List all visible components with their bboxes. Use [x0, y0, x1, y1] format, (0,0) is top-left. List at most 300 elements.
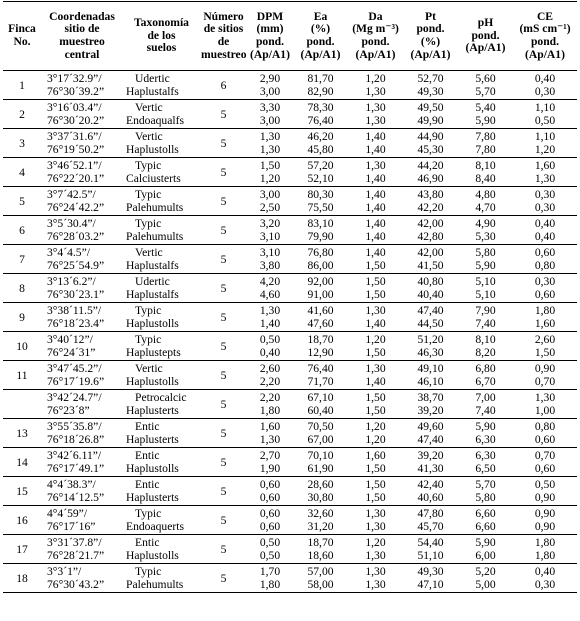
ce-value: 1,20	[534, 143, 556, 156]
taxonomy-great-group: Haplusterts	[126, 433, 179, 446]
pt-value: 46,90	[417, 172, 444, 185]
taxonomy-great-group: Haplustolls	[126, 549, 179, 562]
finca-number: 15	[16, 485, 28, 498]
ce-value: 0,40	[534, 565, 556, 578]
sites-count: 5	[220, 427, 227, 440]
taxonomy-great-group: Haplustalfs	[126, 85, 179, 98]
latitude-cell: 3°47´45.2”/	[47, 362, 102, 375]
table-row	[3, 100, 577, 115]
pt-value: 42,80	[417, 230, 444, 243]
finca-number: 4	[19, 166, 25, 179]
ce-value: 0,60	[534, 462, 556, 475]
dpm-value: 0,40	[259, 346, 281, 359]
table-row	[3, 303, 577, 318]
pt-value: 44,50	[417, 317, 444, 330]
coordinates-header: Coordenadas sitio de muestreo central	[49, 9, 115, 61]
table-row	[3, 201, 577, 216]
da-value: 1,20	[365, 72, 386, 85]
ph-value: 5,80	[475, 491, 496, 504]
dpm-value: 0,60	[259, 478, 281, 491]
dpm-value: 3,10	[259, 230, 281, 243]
ea-value: 71,70	[307, 375, 334, 388]
ph-value: 7,40	[475, 404, 496, 417]
pt-value: 52,70	[417, 72, 444, 85]
sites-count-header: Número de sitios de muestreo	[201, 9, 247, 61]
taxonomy-great-group: Haplustolls	[126, 143, 179, 156]
ea-value: 45,80	[307, 143, 334, 156]
latitude-cell: 3°55´35.8”/	[47, 420, 102, 433]
pt-header: Pt pond. (%) (Ap/A1)	[410, 9, 451, 61]
pt-value: 39,20	[417, 404, 444, 417]
table-row	[3, 158, 577, 173]
ph-value: 5,30	[475, 230, 496, 243]
da-value: 1,30	[365, 578, 386, 591]
sites-count: 5	[220, 137, 227, 150]
finca-number: 6	[19, 224, 25, 237]
table-row	[3, 448, 577, 463]
dpm-value: 3,00	[259, 188, 281, 201]
ea-value: 60,40	[307, 404, 334, 417]
latitude-cell: 3°5´30.4”/	[47, 217, 96, 230]
pt-value: 47,10	[417, 578, 444, 591]
finca-number: 2	[19, 108, 25, 121]
da-value: 1,20	[365, 420, 386, 433]
sites-count: 5	[220, 108, 227, 121]
dpm-value: 2,90	[259, 72, 281, 85]
taxonomy-qualifier: Entic	[135, 449, 160, 462]
ce-value: 0,30	[534, 275, 556, 288]
taxonomy-qualifier: Typic	[135, 159, 162, 172]
pt-value: 44,20	[417, 159, 444, 172]
taxonomy-qualifier: Entic	[135, 478, 160, 491]
longitude-cell: 76°28´21.7”	[47, 549, 105, 562]
da-value: 1,50	[365, 391, 386, 404]
ph-value: 5,90	[475, 420, 496, 433]
ea-value: 78,30	[307, 101, 334, 114]
ea-value: 91,00	[307, 288, 334, 301]
longitude-cell: 76°30´23.1”	[47, 288, 105, 301]
ea-value: 46,20	[307, 130, 334, 143]
ph-value: 7,80	[475, 130, 496, 143]
ph-value: 7,00	[475, 391, 496, 404]
dpm-value: 4,20	[259, 275, 281, 288]
pt-value: 40,60	[417, 491, 444, 504]
taxonomy-great-group: Haplusterts	[126, 404, 179, 417]
pt-value: 49,10	[417, 362, 444, 375]
dpm-value: 0,50	[259, 333, 281, 346]
ea-value: 28,60	[307, 478, 334, 491]
dpm-value: 2,70	[259, 449, 281, 462]
table-row	[3, 274, 577, 289]
table-row	[3, 578, 577, 593]
dpm-value: 0,50	[259, 536, 281, 549]
da-value: 1,40	[365, 317, 386, 330]
da-value: 1,30	[365, 101, 386, 114]
sites-count: 5	[220, 166, 227, 179]
dpm-value: 1,40	[259, 317, 281, 330]
latitude-cell: 4°4´59”/	[47, 507, 88, 520]
sites-count: 5	[220, 195, 227, 208]
table-row	[3, 491, 577, 506]
sites-count: 5	[220, 543, 227, 556]
da-value: 1,50	[365, 259, 386, 272]
da-value: 1,50	[365, 275, 386, 288]
longitude-cell: 76°19´50.2”	[47, 143, 105, 156]
taxonomy-great-group: Haplusterts	[126, 491, 179, 504]
taxonomy-qualifier: Typic	[135, 507, 162, 520]
ea-value: 81,70	[307, 72, 334, 85]
taxonomy-great-group: Calciusterts	[126, 172, 181, 185]
dpm-value: 1,90	[259, 462, 281, 475]
ea-value: 57,20	[307, 159, 334, 172]
ph-value: 5,90	[475, 536, 496, 549]
table-row	[3, 216, 577, 231]
ce-value: 0,50	[534, 478, 556, 491]
pt-value: 46,30	[417, 346, 444, 359]
da-value: 1,30	[365, 159, 386, 172]
da-value: 1,50	[365, 462, 386, 475]
pt-value: 49,50	[417, 101, 444, 114]
table-row	[3, 564, 577, 579]
da-value: 1,30	[365, 549, 386, 562]
ea-value: 30,80	[307, 491, 334, 504]
dpm-value: 3,00	[259, 85, 281, 98]
ce-value: 1,80	[534, 536, 556, 549]
taxonomy-great-group: Palehumults	[126, 578, 184, 591]
table-row	[3, 549, 577, 564]
ph-value: 5,10	[475, 288, 496, 301]
da-value: 1,30	[365, 85, 386, 98]
finca-number: 10	[16, 340, 28, 353]
ea-value: 86,00	[307, 259, 334, 272]
pt-value: 49,60	[417, 420, 444, 433]
ce-value: 0,90	[534, 362, 556, 375]
ea-value: 76,40	[307, 362, 334, 375]
ph-value: 5,70	[475, 478, 496, 491]
table-row	[3, 419, 577, 434]
taxonomy-great-group: Palehumults	[126, 230, 184, 243]
ea-value: 18,70	[307, 333, 334, 346]
taxonomy-great-group: Haplustolls	[126, 462, 179, 475]
longitude-cell: 76°24´31”	[47, 346, 96, 359]
ce-value: 0,40	[534, 217, 556, 230]
ph-value: 5,90	[475, 259, 496, 272]
da-value: 1,40	[365, 172, 386, 185]
ea-value: 76,80	[307, 246, 334, 259]
ph-value: 5,40	[475, 101, 496, 114]
ce-value: 0,30	[534, 578, 556, 591]
pt-value: 51,20	[417, 333, 444, 346]
ph-value: 5,60	[475, 72, 496, 85]
taxonomy-qualifier: Typic	[135, 304, 162, 317]
table-body	[3, 71, 577, 593]
da-value: 1,40	[365, 230, 386, 243]
ea-value: 79,90	[307, 230, 334, 243]
ph-value: 5,90	[475, 114, 496, 127]
taxonomy-qualifier: Entic	[135, 536, 160, 549]
sites-count: 5	[220, 485, 227, 498]
finca-number: 1	[19, 79, 25, 92]
taxonomy-great-group: Haplustolls	[126, 375, 179, 388]
soil-properties-table	[3, 1, 577, 593]
ce-value: 0,90	[534, 507, 556, 520]
taxonomy-qualifier: Petrocalcic	[135, 391, 187, 404]
finca-number: 9	[19, 311, 25, 324]
ph-value: 8,20	[475, 346, 496, 359]
ph-value: 8,10	[475, 333, 496, 346]
da-value: 1,40	[365, 201, 386, 214]
dpm-value: 0,60	[259, 520, 281, 533]
ea-value: 57,00	[307, 565, 334, 578]
dpm-header: DPM (mm) pond. (Ap/A1)	[250, 9, 290, 61]
dpm-value: 2,20	[259, 375, 281, 388]
table-row	[3, 85, 577, 100]
latitude-cell: 3°40´12”/	[47, 333, 93, 346]
pt-value: 40,80	[417, 275, 444, 288]
table-row	[3, 346, 577, 361]
ph-value: 5,70	[475, 85, 496, 98]
taxonomy-qualifier: Typic	[135, 217, 162, 230]
sites-count: 5	[220, 224, 227, 237]
ce-value: 2,60	[534, 333, 556, 346]
ea-value: 47,60	[307, 317, 334, 330]
da-value: 1,40	[365, 143, 386, 156]
ea-value: 80,30	[307, 188, 334, 201]
taxonomy-great-group: Haplustalfs	[126, 288, 179, 301]
dpm-value: 0,60	[259, 491, 281, 504]
dpm-value: 1,70	[259, 565, 281, 578]
longitude-cell: 76°24´42.2”	[47, 201, 105, 214]
ea-value: 18,70	[307, 536, 334, 549]
ph-value: 4,80	[475, 188, 496, 201]
dpm-value: 1,50	[259, 159, 281, 172]
table-row	[3, 129, 577, 144]
pt-value: 47,40	[417, 433, 444, 446]
taxonomy-qualifier: Entic	[135, 420, 160, 433]
ce-value: 0,90	[534, 520, 556, 533]
dpm-value: 1,30	[259, 130, 281, 143]
ph-value: 8,10	[475, 159, 496, 172]
ea-value: 83,10	[307, 217, 334, 230]
ph-value: 5,20	[475, 565, 496, 578]
taxonomy-great-group: Haplustepts	[126, 346, 181, 359]
pt-value: 38,70	[417, 391, 444, 404]
dpm-value: 2,20	[259, 391, 281, 404]
ph-value: 6,60	[475, 520, 496, 533]
latitude-cell: 3°42´24.7”/	[47, 391, 102, 404]
da-value: 1,30	[365, 304, 386, 317]
ea-value: 67,00	[307, 433, 334, 446]
ce-value: 0,70	[534, 375, 556, 388]
pt-value: 46,10	[417, 375, 444, 388]
ph-value: 7,90	[475, 304, 496, 317]
longitude-cell: 76°25´54.9”	[47, 259, 105, 272]
pt-value: 47,40	[417, 304, 444, 317]
longitude-cell: 76°18´26.8”	[47, 433, 105, 446]
ce-value: 1,30	[534, 172, 556, 185]
ea-value: 32,60	[307, 507, 334, 520]
table-row	[3, 114, 577, 129]
finca-number: 7	[19, 253, 25, 266]
dpm-value: 3,30	[259, 101, 281, 114]
da-value: 1,50	[365, 288, 386, 301]
table-row	[3, 71, 577, 86]
sites-count: 5	[220, 572, 227, 585]
ph-value: 6,50	[475, 462, 496, 475]
table-row	[3, 187, 577, 202]
pt-value: 45,70	[417, 520, 444, 533]
sites-count: 5	[220, 398, 227, 411]
pt-value: 39,20	[417, 449, 444, 462]
finca-number: 13	[16, 427, 28, 440]
sites-count: 5	[220, 514, 227, 527]
finca-number: 5	[19, 195, 25, 208]
longitude-cell: 76°23´8”	[47, 404, 90, 417]
longitude-cell: 76°22´20.1”	[47, 172, 105, 185]
finca-number: 3	[19, 137, 25, 150]
table-row	[3, 375, 577, 390]
ce-value: 0,90	[534, 491, 556, 504]
ce-header: CE (mS cm⁻¹) pond. (Ap/A1)	[519, 9, 571, 61]
pt-value: 42,40	[417, 478, 444, 491]
ce-value: 1,10	[534, 101, 556, 114]
ph-value: 4,70	[475, 201, 496, 214]
sites-count: 5	[220, 253, 227, 266]
ce-value: 1,80	[534, 549, 556, 562]
longitude-cell: 76°14´12.5”	[47, 491, 105, 504]
taxonomy-qualifier: Typic	[135, 565, 162, 578]
pt-value: 45,30	[417, 143, 444, 156]
ph-value: 7,40	[475, 317, 496, 330]
sites-count: 5	[220, 282, 227, 295]
ce-value: 0,30	[534, 85, 556, 98]
ph-value: 6,00	[475, 549, 496, 562]
finca-number: 18	[16, 572, 28, 585]
table-row	[3, 520, 577, 535]
ce-value: 1,60	[534, 159, 556, 172]
ea-value: 92,00	[307, 275, 334, 288]
ce-value: 0,30	[534, 188, 556, 201]
da-value: 1,20	[365, 333, 386, 346]
taxonomy-qualifier: Vertic	[135, 101, 163, 114]
ea-value: 76,40	[307, 114, 334, 127]
taxonomy-qualifier: Vertic	[135, 246, 163, 259]
ce-value: 0,40	[534, 230, 556, 243]
ea-value: 67,10	[307, 391, 334, 404]
ce-value: 0,60	[534, 433, 556, 446]
ph-value: 6,70	[475, 375, 496, 388]
ce-value: 0,80	[534, 259, 556, 272]
table-row	[3, 433, 577, 448]
latitude-cell: 3°4´4.5”/	[47, 246, 90, 259]
ph-value: 5,00	[475, 578, 496, 591]
longitude-cell: 76°17´19.6”	[47, 375, 105, 388]
latitude-cell: 3°42´6.11”/	[47, 449, 102, 462]
dpm-value: 2,60	[259, 362, 281, 375]
latitude-cell: 3°7´42.5”/	[47, 188, 96, 201]
da-value: 1,40	[365, 246, 386, 259]
sites-count: 5	[220, 311, 227, 324]
ea-value: 61,90	[307, 462, 334, 475]
ce-value: 0,40	[534, 72, 556, 85]
da-value: 1,40	[365, 130, 386, 143]
table-row	[3, 390, 577, 405]
latitude-cell: 3°46´52.1”/	[47, 159, 102, 172]
table-row	[3, 506, 577, 521]
ce-value: 1,00	[534, 404, 556, 417]
ea-value: 75,50	[307, 201, 334, 214]
ea-value: 82,90	[307, 85, 334, 98]
da-value: 1,20	[365, 536, 386, 549]
ph-value: 5,80	[475, 246, 496, 259]
ea-value: 70,10	[307, 449, 334, 462]
pt-value: 51,10	[417, 549, 444, 562]
finca-number: 14	[16, 456, 28, 469]
dpm-value: 1,30	[259, 143, 281, 156]
pt-value: 44,90	[417, 130, 444, 143]
ea-value: 12,90	[307, 346, 334, 359]
finca-number	[3, 390, 41, 419]
da-value: 1,30	[365, 565, 386, 578]
dpm-value: 1,60	[259, 420, 281, 433]
ea-value: 41,60	[307, 304, 334, 317]
ph-value: 5,10	[475, 275, 496, 288]
table-row	[3, 462, 577, 477]
sites-count: 5	[220, 340, 227, 353]
ce-value: 0,60	[534, 246, 556, 259]
pt-value: 49,30	[417, 565, 444, 578]
dpm-value: 1,20	[259, 172, 281, 185]
table-row	[3, 317, 577, 332]
dpm-value: 1,80	[259, 578, 281, 591]
finca-number: 16	[16, 514, 28, 527]
da-value: 1,40	[365, 375, 386, 388]
latitude-cell: 3°38´11.5”/	[47, 304, 102, 317]
dpm-value: 1,30	[259, 304, 281, 317]
ea-value: 52,10	[307, 172, 334, 185]
table-row	[3, 245, 577, 260]
ea-value: 58,00	[307, 578, 334, 591]
finca-number: 17	[16, 543, 28, 556]
taxonomy-qualifier: Vertic	[135, 130, 163, 143]
taxonomy-great-group: Haplustalfs	[126, 259, 179, 272]
latitude-cell: 3°13´6.2”/	[47, 275, 96, 288]
ph-value: 4,90	[475, 217, 496, 230]
da-value: 1,50	[365, 346, 386, 359]
finca-number: 8	[19, 282, 25, 295]
dpm-value: 1,30	[259, 433, 281, 446]
pt-value: 40,40	[417, 288, 444, 301]
dpm-value: 3,10	[259, 246, 281, 259]
pt-value: 47,80	[417, 507, 444, 520]
table-row	[3, 361, 577, 376]
ce-value: 0,60	[534, 288, 556, 301]
latitude-cell: 4°4´38.3”/	[47, 478, 96, 491]
taxonomy-qualifier: Udertic	[135, 275, 170, 288]
dpm-value: 2,50	[259, 201, 281, 214]
ph-header: pH pond. (Ap/A1)	[465, 16, 506, 55]
latitude-cell: 3°16´03.4”/	[47, 101, 102, 114]
pt-value: 42,00	[417, 217, 444, 230]
taxonomy-header: Taxonomía de los suelos	[134, 16, 189, 55]
longitude-cell: 76°30´20.2”	[47, 114, 105, 127]
dpm-value: 0,50	[259, 549, 281, 562]
longitude-cell: 76°17´49.1”	[47, 462, 105, 475]
ph-value: 6,30	[475, 449, 496, 462]
table-row	[3, 404, 577, 419]
table-row	[3, 535, 577, 550]
taxonomy-qualifier: Udertic	[135, 72, 170, 85]
